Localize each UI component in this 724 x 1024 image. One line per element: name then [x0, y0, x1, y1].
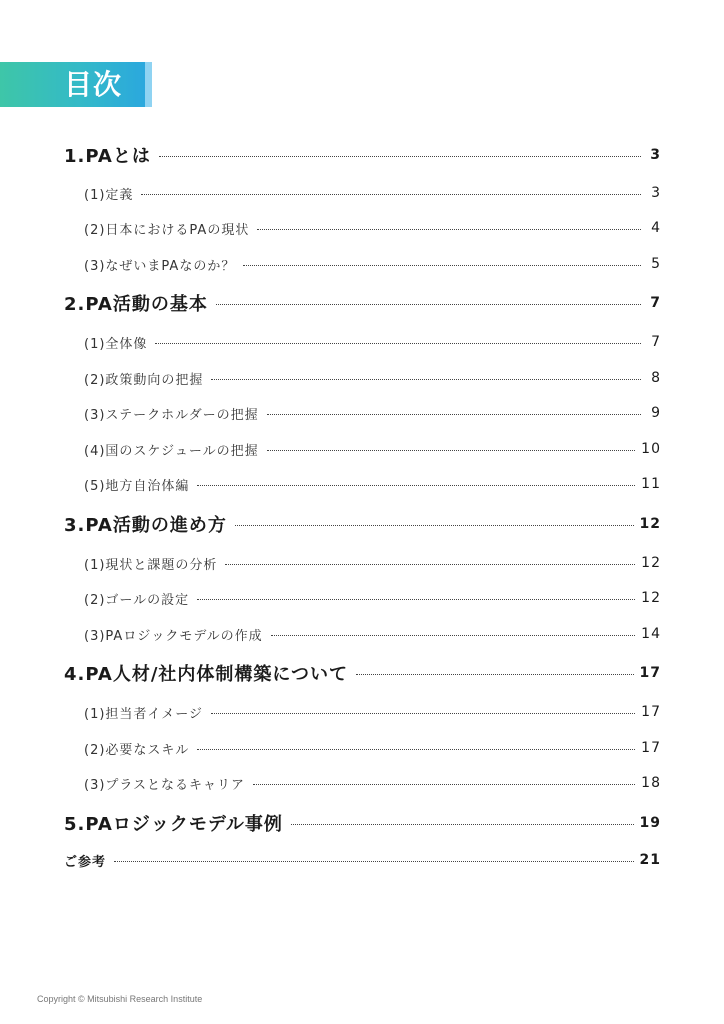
toc-section-1-3[interactable] — [84, 252, 661, 276]
toc-leader — [155, 342, 641, 344]
toc-page-number: 11 — [641, 476, 661, 492]
toc-leader — [271, 634, 636, 636]
toc-chapter-2[interactable] — [64, 291, 661, 315]
toc-leader — [211, 712, 635, 714]
toc-leader — [257, 228, 641, 230]
toc-section-4-3[interactable] — [84, 771, 661, 795]
toc-leader — [267, 449, 636, 451]
toc-section-2-5[interactable] — [84, 472, 661, 496]
toc-leader — [253, 783, 635, 785]
toc-leader — [159, 155, 641, 157]
toc-label: (3)PAロジックモデルの作成 — [84, 628, 263, 644]
toc-section-3-3[interactable] — [84, 622, 661, 646]
toc-label: (2)必要なスキル — [84, 742, 190, 758]
toc-chapter-3[interactable] — [64, 512, 661, 536]
toc-leader — [243, 264, 641, 266]
toc-label: 3.PA活動の進め方 — [64, 515, 227, 536]
toc-section-2-1[interactable] — [84, 330, 661, 354]
toc-leader — [267, 413, 641, 415]
toc-section-2-3[interactable] — [84, 401, 661, 425]
toc-label: 2.PA活動の基本 — [64, 294, 208, 315]
toc-reference[interactable] — [64, 848, 661, 872]
toc-leader — [114, 860, 634, 862]
toc-page-number: 7 — [650, 295, 661, 311]
toc-leader — [197, 484, 635, 486]
toc-page-number: 12 — [639, 516, 661, 532]
toc-section-4-1[interactable] — [84, 700, 661, 724]
toc-page-number: 14 — [641, 626, 661, 642]
toc-page-number: 3 — [650, 147, 661, 163]
toc-section-3-2[interactable] — [84, 586, 661, 610]
toc-page-number: 9 — [651, 405, 661, 421]
toc-chapter-4[interactable] — [64, 661, 661, 685]
toc-leader — [356, 673, 633, 675]
toc-page-number: 17 — [641, 740, 661, 756]
toc-label: 5.PAロジックモデル事例 — [64, 814, 283, 835]
toc-page-number: 17 — [641, 704, 661, 720]
toc-chapter-5[interactable] — [64, 811, 661, 835]
toc-label: ご参考 — [64, 854, 107, 870]
toc-label: (1)定義 — [84, 187, 134, 203]
toc-page-number: 17 — [639, 665, 661, 681]
toc-leader — [211, 378, 641, 380]
toc-label: (5)地方自治体編 — [84, 478, 190, 494]
toc-label: (3)プラスとなるキャリア — [84, 777, 246, 793]
toc-page-number: 19 — [639, 815, 661, 831]
copyright-notice: Copyright © Mitsubishi Research Institute — [37, 994, 203, 1004]
toc-page-number: 4 — [651, 220, 661, 236]
toc-chapter-1[interactable] — [64, 143, 661, 167]
toc-label: (3)ステークホルダーの把握 — [84, 407, 259, 423]
toc-page-number: 8 — [651, 370, 661, 386]
toc-label: (1)現状と課題の分析 — [84, 557, 218, 573]
toc-label: (3)なぜいまPAなのか？ — [84, 258, 236, 274]
toc-page-number: 21 — [639, 852, 661, 868]
toc-page-number: 12 — [641, 590, 661, 606]
toc-section-3-1[interactable] — [84, 551, 661, 575]
toc-page-number: 12 — [641, 555, 661, 571]
toc-label: 1.PAとは — [64, 146, 151, 167]
toc-label: 4.PA人材/社内体制構築について — [64, 664, 349, 685]
toc-section-1-1[interactable] — [84, 181, 661, 205]
toc-leader — [291, 823, 634, 825]
toc-label: (2)日本におけるPAの現状 — [84, 222, 250, 238]
toc-leader — [141, 193, 641, 195]
toc-page-number: 18 — [641, 775, 661, 791]
toc-label: (2)ゴールの設定 — [84, 592, 190, 608]
toc-label: (4)国のスケジュールの把握 — [84, 443, 259, 459]
toc-page-number: 5 — [651, 256, 661, 272]
toc-section-1-2[interactable] — [84, 216, 661, 240]
toc-label: (1)担当者イメージ — [84, 706, 204, 722]
toc-leader — [197, 748, 635, 750]
toc-leader — [225, 563, 635, 565]
toc-page-number: 3 — [651, 185, 661, 201]
toc-leader — [216, 303, 641, 305]
toc-section-2-2[interactable] — [84, 366, 661, 390]
toc-page-number: 10 — [641, 441, 661, 457]
toc-section-2-4[interactable] — [84, 437, 661, 461]
toc-label: (1)全体像 — [84, 336, 148, 352]
toc-page-number: 7 — [651, 334, 661, 350]
toc-leader — [197, 598, 635, 600]
page-title: 目次 — [64, 68, 123, 101]
toc-section-4-2[interactable] — [84, 736, 661, 760]
toc-label: (2)政策動向の把握 — [84, 372, 204, 388]
toc-leader — [235, 524, 634, 526]
